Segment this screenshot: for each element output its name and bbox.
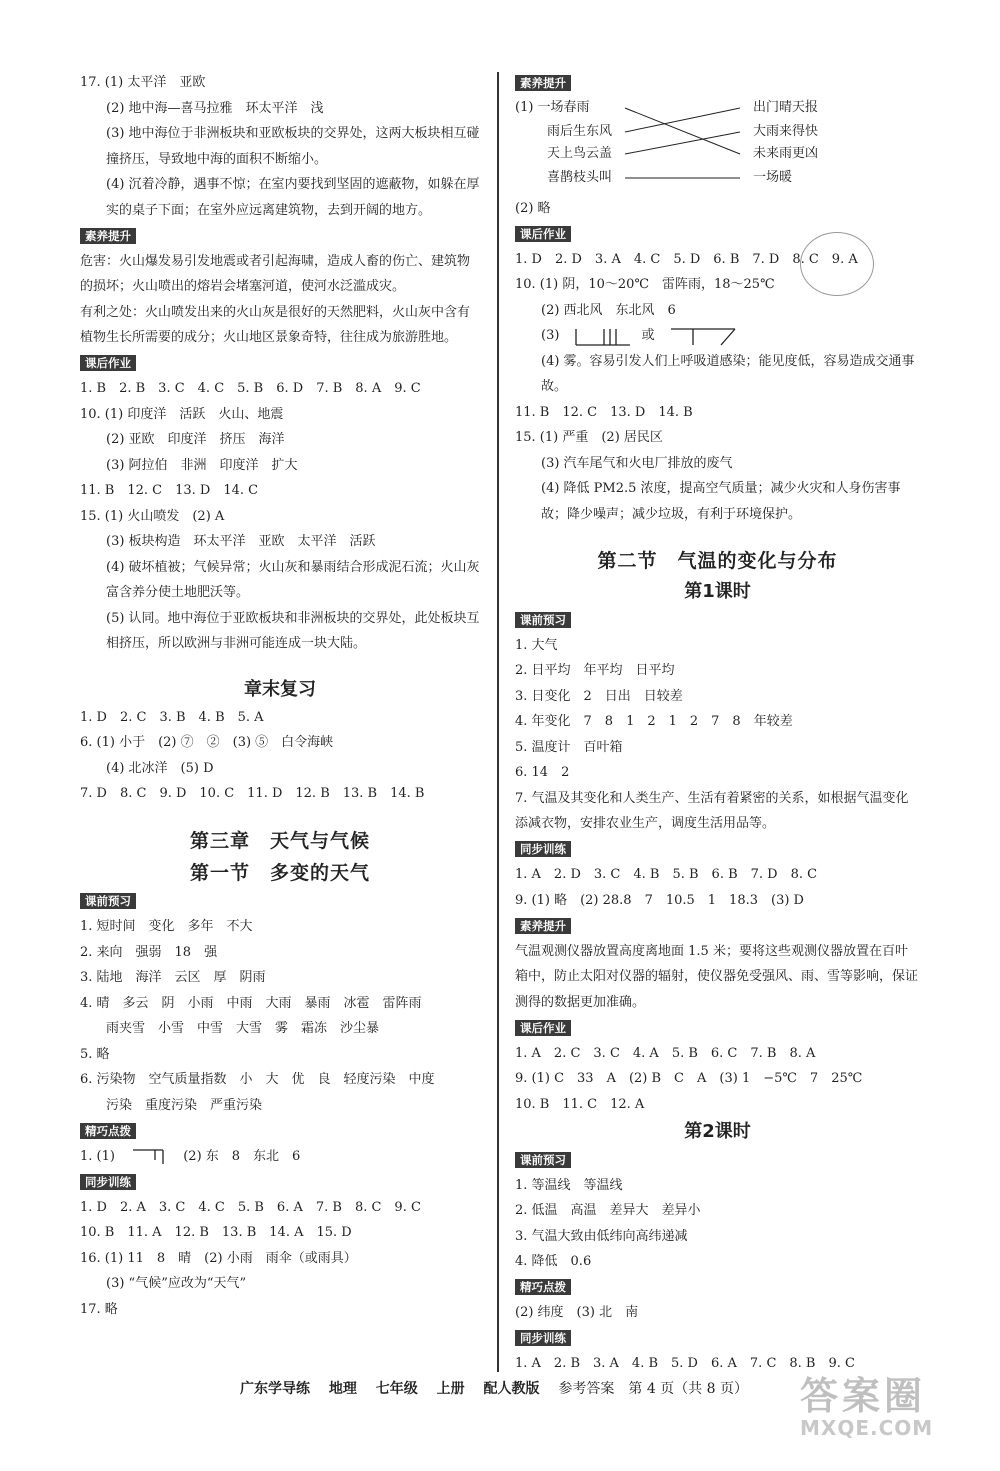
section-label: 同步训练 [515, 1330, 571, 1346]
section-label: 同步训练 [80, 1174, 136, 1190]
section-label: 精巧点拨 [80, 1123, 136, 1139]
answer-line: 1. D 2. D 3. A 4. C 5. D 6. B 7. D 8. C 9. A [515, 251, 858, 267]
answer-line: 有利之处：火山喷发出来的火山灰是很好的天然肥料，火山灰中含有植物生长所需要的成分；火山地区景象奇特，往往成为旅游胜地。 [80, 304, 471, 345]
answer-line: 1. A 2. B 3. A 4. B 5. D 6. A 7. C 8. B 9. C [515, 1356, 855, 1371]
answer-line: 危害：火山爆发易引发地震或者引起海啸，造成人畜的伤亡、建筑物的损坏；火山喷出的熔岩会堵塞河道，使河水泛滥成灾。 [80, 253, 471, 294]
answer-line: (4) 沉着冷静，遇事不惊；在室内要找到坚固的遮蔽物，如躲在厚实的桌子下面；在室外应远离建筑物，去到开阔的地方。 [106, 177, 480, 218]
answer-line: (4) 雾。容易引发人们上呼吸道感染；能见度低，容易造成交通事故。 [541, 353, 915, 394]
section-label: 课后作业 [515, 1020, 571, 1036]
answer-line: (5) 认同。地中海位于亚欧板块和非洲板块的交界处，此处板块互相挤压，所以欧洲与非洲可能连成一块大陆。 [106, 610, 480, 651]
match-right-item: 出门晴天报 [753, 99, 819, 115]
answer-line: 2. 日平均 年平均 日平均 [515, 663, 675, 678]
matching-exercise [515, 96, 920, 196]
answer-line: 4. 晴 多云 阴 小雨 中雨 大雨 暴雨 冰雹 雷阵雨 [80, 995, 422, 1011]
answer-line: 16. (1) 11 8 晴 (2) 小雨 雨伞（或雨具） [80, 1250, 357, 1266]
footer-grade: 七年级 [375, 1381, 418, 1397]
footer-subject: 地理 [328, 1381, 357, 1397]
answer-line: 1. A 2. D 3. C 4. B 5. B 6. B 7. D 8. C [515, 867, 818, 882]
section-label: 课前预习 [80, 893, 136, 909]
section-title: 第二节 气温的变化与分布 [597, 550, 838, 572]
answer-line: (2) 亚欧 印度洋 挤压 海洋 [106, 432, 285, 447]
match-left-item: 天上鸟云盖 [547, 145, 613, 161]
section-label: 精巧点拨 [515, 1279, 571, 1295]
answer-line: 1. 短时间 变化 多年 不大 [80, 919, 253, 934]
answer-line: (4) 降低 PM2.5 浓度，提高空气质量；减少火灾和人身伤害事故；降少噪声；减少垃圾，有利于环境保护。 [541, 481, 901, 522]
answer-line: 雨夹雪 小雪 中雪 大雪 雾 霜冻 沙尘暴 [106, 1021, 380, 1036]
answer-line: 9. (1) C 33 A (2) B C A (3) 1 −5℃ 7 25℃ [515, 1071, 863, 1086]
footer-volume: 上册 [436, 1381, 465, 1397]
answer-line: 2. 低温 高温 差异大 差异小 [515, 1203, 701, 1218]
answer-line: 1. D 2. A 3. C 4. C 5. B 6. A 7. B 8. C 9. C [80, 1199, 421, 1215]
page-footer [240, 1378, 762, 1398]
answer-line: (3) 阿拉伯 非洲 印度洋 扩大 [106, 457, 298, 473]
answer-line: 10. B 11. C 12. A [515, 1096, 645, 1112]
answer-line [80, 1144, 480, 1170]
answer-text: (2) 东 8 东北 6 [183, 1148, 301, 1164]
answer-line: (2) 地中海—喜马拉雅 环太平洋 浅 [106, 100, 324, 116]
answer-line: 10. (1) 阴，10～20℃ 雷阵雨，18～25℃ [515, 277, 775, 292]
answer-line: 6. 14 2 [515, 765, 570, 780]
section-label: 素养提升 [515, 75, 571, 91]
answer-line: 7. D 8. C 9. D 10. C 11. D 12. B 13. B 14. B [80, 786, 425, 801]
wind-symbol-icon [669, 325, 739, 347]
answer-line: 3. 日变化 2 日出 日较差 [515, 688, 683, 704]
answer-line: (4) 北冰洋 (5) D [106, 760, 214, 776]
answer-line: 6. 污染物 空气质量指数 小 大 优 良 轻度污染 中度 [80, 1072, 435, 1087]
match-right-item: 一场暖 [753, 169, 793, 185]
match-right-item: 大雨来得快 [753, 123, 819, 139]
section-label: 素养提升 [80, 228, 136, 244]
answer-line: (3) 汽车尾气和火电厂排放的废气 [541, 455, 733, 471]
match-right-item: 未来雨更凶 [753, 145, 819, 161]
answer-line: 1. A 2. C 3. C 4. A 5. B 6. C 7. B 8. A [515, 1045, 816, 1061]
answer-line: 11. B 12. C 13. D 14. B [515, 404, 693, 420]
answer-line [515, 323, 920, 349]
answer-line: 3. 气温大致由低纬向高纬递减 [515, 1228, 688, 1244]
answer-text: (3) [541, 328, 560, 343]
wind-symbol-icon [129, 1146, 169, 1166]
lesson-title: 第2课时 [684, 1121, 751, 1142]
answer-line: 11. B 12. C 13. D 14. C [80, 483, 259, 498]
answer-line: 气温观测仪器放置高度离地面 1.5 米；要将这些观测仪器放置在百叶箱中，防止太阳对仪器的辐射，使仪器免受强风、雨、雪等影响，保证测得的数据更加准确。 [515, 943, 919, 1010]
section-label: 课前预习 [515, 1152, 571, 1168]
match-left-item: (1) 一场春雨 [515, 99, 590, 115]
answer-line: 10. B 11. A 12. B 13. B 14. A 15. D [80, 1225, 352, 1240]
watermark-text: 答案圈 [800, 1374, 927, 1418]
answer-text: 1. (1) [80, 1148, 115, 1164]
section-label: 课后作业 [80, 355, 136, 371]
answer-line: 1. 大气 [515, 637, 558, 653]
answer-line: 10. (1) 印度洋 活跃 火山、地震 [80, 406, 284, 422]
answer-text: 或 [641, 328, 655, 343]
answer-line: 17. (1) 太平洋 亚欧 [80, 75, 206, 90]
review-title: 章末复习 [244, 678, 316, 700]
answer-line: 6. (1) 小于 (2) ⑦ ② (3) ⑤ 白令海峡 [80, 735, 334, 750]
answer-line: (4) 破坏植被；气候异常；火山灰和暴雨结合形成泥石流；火山灰富含养分使土地肥沃等。 [106, 559, 480, 600]
answer-line: 3. 陆地 海洋 云区 厚 阴雨 [80, 970, 266, 985]
answer-line: 1. D 2. C 3. B 4. B 5. A [80, 709, 264, 725]
match-left-item: 喜鹊枝头叫 [547, 169, 613, 185]
answer-line: 4. 年变化 7 8 1 2 1 2 7 8 年较差 [515, 714, 793, 729]
chapter-title: 第三章 天气与气候 [189, 829, 370, 852]
answer-line: 15. (1) 火山喷发 (2) A [80, 508, 225, 524]
answer-line: 4. 降低 0.6 [515, 1254, 592, 1269]
answer-line: 7. 气温及其变化和人类生产、生活有着紧密的关系，如根据气温变化添减衣物，安排农业生产，调度生活用品等。 [515, 790, 909, 831]
watermark-logo [800, 1365, 933, 1440]
section-label: 课后作业 [515, 226, 571, 242]
section-label: 同步训练 [515, 841, 571, 857]
answer-line: (3) 地中海位于非洲板块和亚欧板块的交界处，这两大板块相互碰撞挤压，导致地中海的面积不断缩小。 [106, 126, 480, 167]
answer-line: 1. 等温线 等温线 [515, 1177, 623, 1193]
section-label: 素养提升 [515, 918, 571, 934]
answer-line: (3) 板块构造 环太平洋 亚欧 太平洋 活跃 [106, 534, 376, 549]
column-divider [497, 72, 499, 1372]
answer-line: (2) 西北风 东北风 6 [541, 302, 676, 318]
wind-symbol-icon [574, 325, 632, 347]
answer-line: 5. 温度计 百叶箱 [515, 739, 623, 755]
footer-edition: 配人教版 [483, 1381, 540, 1397]
lesson-title: 第1课时 [684, 581, 751, 602]
answer-line: (2) 纬度 (3) 北 南 [515, 1305, 639, 1320]
answer-line: 5. 略 [80, 1046, 110, 1062]
stamp-icon [800, 232, 874, 296]
answer-line: 15. (1) 严重 (2) 居民区 [515, 430, 663, 445]
answer-line: 1. B 2. B 3. C 4. C 5. B 6. D 7. B 8. A 9. C [80, 381, 421, 396]
answer-line: 17. 略 [80, 1301, 118, 1317]
footer-page-ref: 参考答案 第 4 页（共 8 页） [558, 1381, 748, 1397]
footer-book: 广东学导练 [240, 1381, 310, 1397]
answer-line: 污染 重度污染 严重污染 [106, 1097, 263, 1113]
watermark-url: MXQE.COM [800, 1416, 934, 1440]
section-title: 第一节 多变的天气 [189, 861, 370, 884]
section-label: 课前预习 [515, 612, 571, 628]
answer-line: (3) “气候”应改为“天气” [106, 1276, 247, 1291]
left-column [80, 70, 480, 1322]
answer-line: 2. 来向 强弱 18 强 [80, 944, 218, 960]
answer-line: 9. (1) 略 (2) 28.8 7 10.5 1 18.3 (3) D [515, 892, 804, 908]
answer-line: (2) 略 [515, 200, 551, 216]
match-left-item: 雨后生东风 [547, 123, 613, 139]
